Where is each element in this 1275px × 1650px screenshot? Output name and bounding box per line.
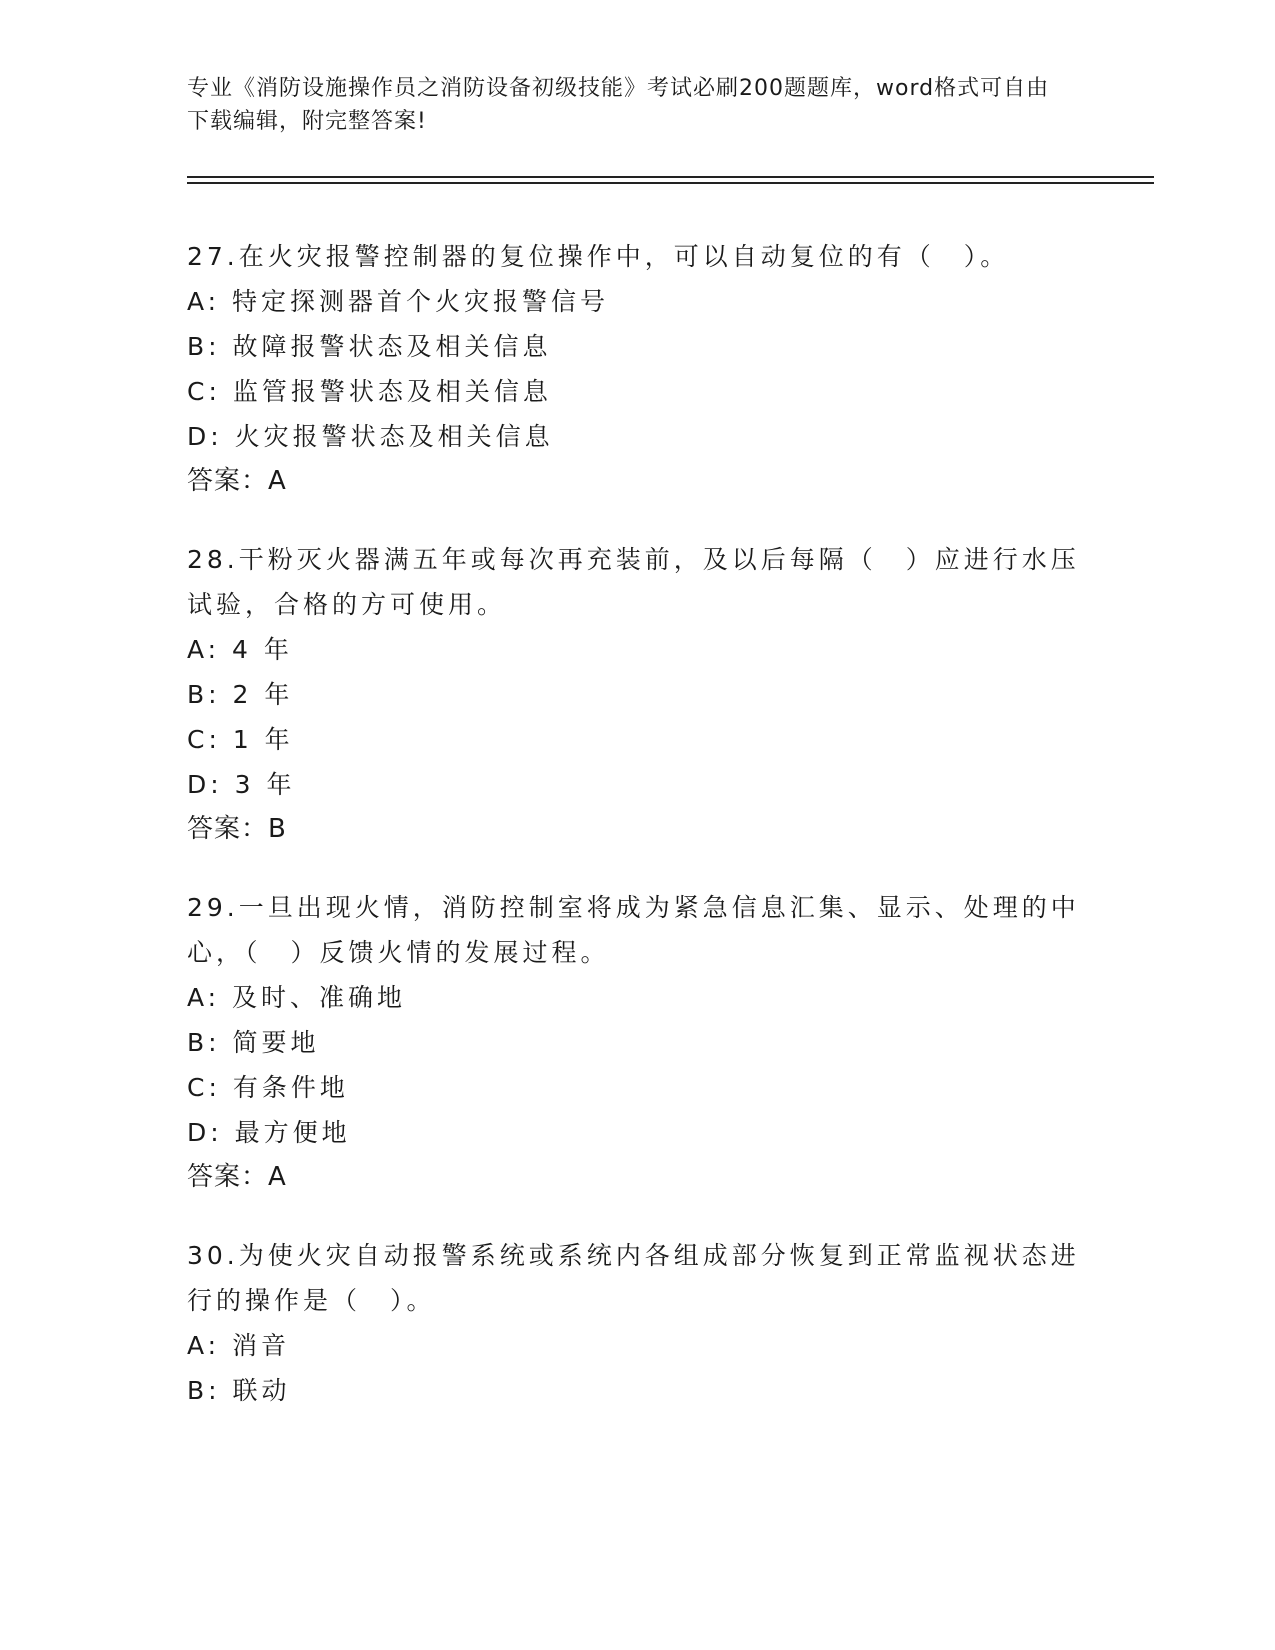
answer: 答案：A xyxy=(187,466,287,496)
option-d: D: 3 年 xyxy=(187,770,296,799)
header-divider-bottom xyxy=(187,182,1154,184)
question-stem: 28.干粉灭火器满五年或每次再充装前，及以后每隔（ ）应进行水压试验，合格的方可使用。 xyxy=(187,545,1080,619)
option-a: A: 消音 xyxy=(187,1331,291,1360)
header-title: 专业《消防设施操作员之消防设备初级技能》考试必刷200题题库，word格式可自由下载编辑，附完整答案! xyxy=(187,76,1050,134)
question-stem: 27.在火灾报警控制器的复位操作中，可以自动复位的有（ ）。 xyxy=(187,242,1010,271)
question-stem: 29.一旦出现火情，消防控制室将成为紧急信息汇集、显示、处理的中心，（ ）反馈火情的发展过程。 xyxy=(187,893,1080,967)
answer: 答案：B xyxy=(187,814,287,844)
option-b: B: 故障报警状态及相关信息 xyxy=(187,332,552,361)
option-b: B: 2 年 xyxy=(187,680,294,709)
question-list xyxy=(187,234,1087,1446)
question-stem: 30.为使火灾自动报警系统或系统内各组成部分恢复到正常监视状态进行的操作是（ ）。 xyxy=(187,1241,1080,1315)
question-28 xyxy=(187,537,1087,852)
option-a: A: 及时、准确地 xyxy=(187,983,407,1012)
option-d: D: 最方便地 xyxy=(187,1118,351,1147)
option-c: C: 1 年 xyxy=(187,725,294,754)
header-divider-top xyxy=(187,176,1154,178)
option-b: B: 简要地 xyxy=(187,1028,320,1057)
option-a: A: 4 年 xyxy=(187,635,293,664)
option-a: A: 特定探测器首个火灾报警信号 xyxy=(187,287,610,316)
question-30 xyxy=(187,1233,1087,1413)
question-29 xyxy=(187,885,1087,1200)
option-b: B: 联动 xyxy=(187,1376,291,1405)
answer: 答案：A xyxy=(187,1162,287,1192)
document-header xyxy=(187,72,1067,138)
option-d: D: 火灾报警状态及相关信息 xyxy=(187,422,554,451)
option-c: C: 监管报警状态及相关信息 xyxy=(187,377,552,406)
question-27 xyxy=(187,234,1087,504)
option-c: C: 有条件地 xyxy=(187,1073,349,1102)
